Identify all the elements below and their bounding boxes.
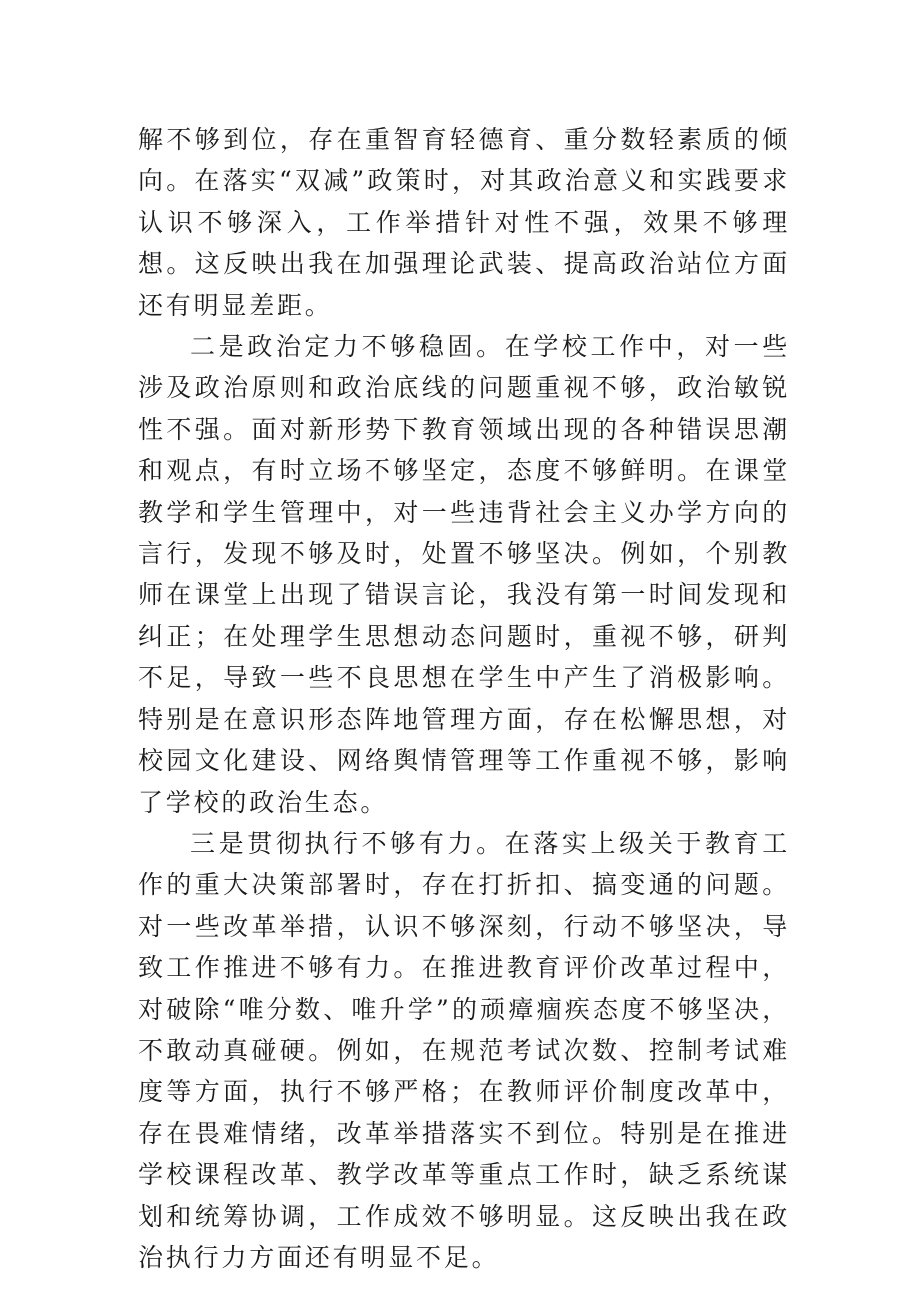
paragraph-political-stability: 二是政治定力不够稳固。在学校工作中，对一些涉及政治原则和政治底线的问题重视不够，政治敏锐性不强。面对新形势下教育领域出现的各种错误思潮和观点，有时立场不够坚定，态度不够鲜明。在课堂教学和学生管理中，对一些违背社会主义办学方向的言行，发现不够及时，处置不够坚决。例如，个别教师在课堂上出现了错误言论，我没有第一时间发现和纠正；在处理学生思想动态问题时，重视不够，研判不足，导致一些不良思想在学生中产生了消极影响。特别是在意识形态阵地管理方面，存在松懈思想，对校园文化建设、网络舆情管理等工作重视不够，影响了学校的政治生态。	[138, 332, 790, 817]
paragraph-implementation: 三是贯彻执行不够有力。在落实上级关于教育工作的重大决策部署时，存在打折扣、搞变通的问题。对一些改革举措，认识不够深刻，行动不够坚决，导致工作推进不够有力。在推进教育评价改革过程中，对破除“唯分数、唯升学”的顽瘴痼疾态度不够坚决，不敢动真碰硬。例如，在规范考试次数、控制考试难度等方面，执行不够严格；在教师评价制度改革中，存在畏难情绪，改革举措落实不到位。特别是在推进学校课程改革、教学改革等重点工作时，缺乏系统谋划和统筹协调，工作成效不够明显。这反映出我在政治执行力方面还有明显不足。	[138, 828, 790, 1272]
document-body	[138, 119, 790, 1278]
paragraph-continuation: 解不够到位，存在重智育轻德育、重分数轻素质的倾向。在落实“双减”政策时，对其政治意义和实践要求认识不够深入，工作举措针对性不强，效果不够理想。这反映出我在加强理论武装、提高政治站位方面还有明显差距。	[138, 125, 790, 320]
